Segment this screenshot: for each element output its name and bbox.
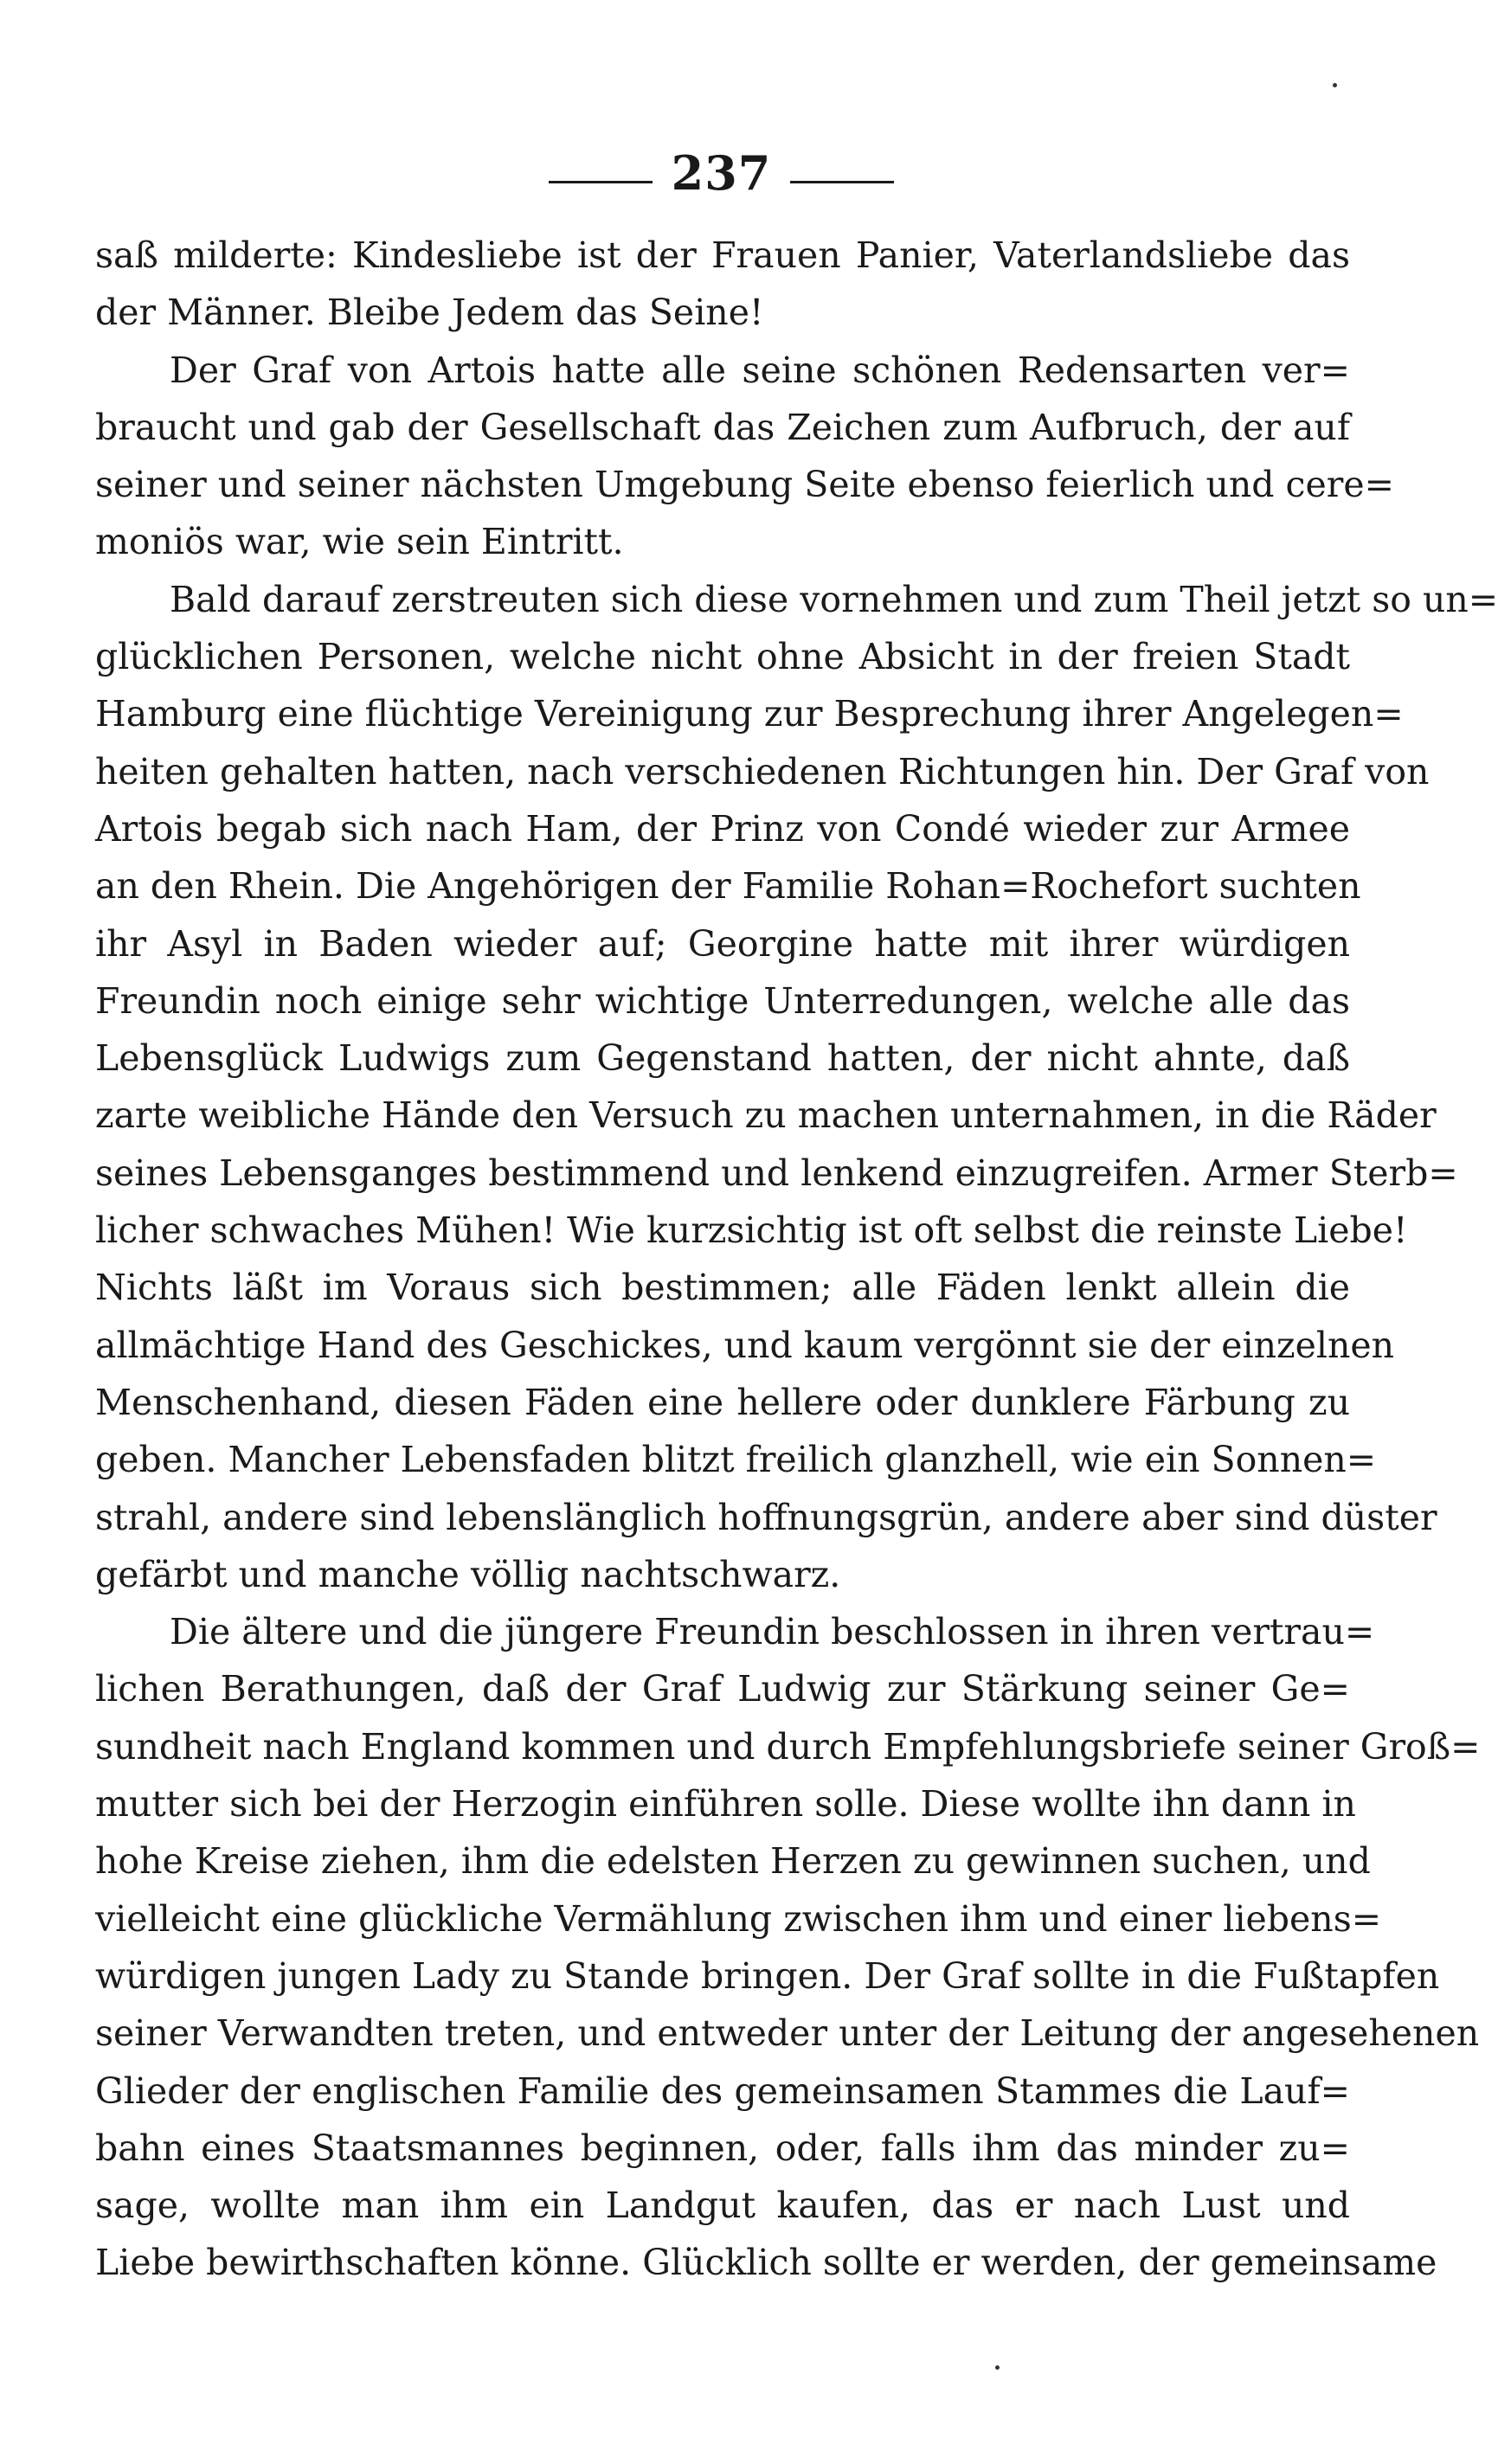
- paper-speck: [995, 2365, 1000, 2370]
- text-line: Glieder der englischen Familie des gemeinsamen Stammes die Lauf=: [95, 2069, 1350, 2112]
- text-line: hohe Kreise ziehen, ihm die edelsten Herzen zu gewinnen suchen, und: [95, 1840, 1371, 1883]
- text-line: würdigen jungen Lady zu Stande bringen. Der Graf sollte in die Fußtapfen: [95, 1954, 1440, 1997]
- text-line: zarte weibliche Hände den Versuch zu machen unternahmen, in die Räder: [95, 1094, 1437, 1137]
- page-number: 237: [671, 145, 772, 201]
- text-line: sundheit nach England kommen und durch Empfehlungsbriefe seiner Groß=: [95, 1725, 1481, 1768]
- text-line: glücklichen Personen, welche nicht ohne Absicht in der freien Stadt: [95, 636, 1350, 678]
- text-line: Liebe bewirthschaften könne. Glücklich sollte er werden, der gemeinsame: [95, 2242, 1437, 2284]
- header-rule-left: [549, 181, 653, 183]
- text-line: Bald darauf zerstreuten sich diese vornehmen und zum Theil jetzt so un=: [170, 578, 1498, 620]
- text-line: Artois begab sich nach Ham, der Prinz von Condé wieder zur Armee: [95, 807, 1350, 850]
- text-line: strahl, andere sind lebenslänglich hoffnungsgrün, andere aber sind düster: [95, 1496, 1437, 1538]
- text-line: an den Rhein. Die Angehörigen der Familie Rohan=Rochefort suchten: [95, 865, 1361, 908]
- text-line: Nichts läßt im Voraus sich bestimmen; alle Fäden lenkt allein die: [95, 1267, 1350, 1309]
- text-line: saß milderte: Kindesliebe ist der Frauen Panier, Vaterlandsliebe das: [95, 234, 1350, 276]
- text-line: allmächtige Hand des Geschickes, und kaum vergönnt sie der einzelnen: [95, 1324, 1395, 1366]
- text-line: seiner und seiner nächsten Umgebung Seite ebenso feierlich und cere=: [95, 464, 1394, 506]
- text-line: lichen Berathungen, daß der Graf Ludwig zur Stärkung seiner Ge=: [95, 1668, 1350, 1710]
- text-line: seines Lebensganges bestimmend und lenkend einzugreifen. Armer Sterb=: [95, 1152, 1458, 1194]
- paper-speck: [1333, 83, 1337, 87]
- text-line: mutter sich bei der Herzogin einführen solle. Diese wollte ihn dann in: [95, 1783, 1356, 1826]
- body-text: [95, 227, 1498, 2292]
- page-header: [0, 138, 1443, 208]
- text-line: heiten gehalten hatten, nach verschiedenen Richtungen hin. Der Graf von: [95, 750, 1430, 792]
- text-line: seiner Verwandten treten, und entweder unter der Leitung der angesehenen: [95, 2012, 1480, 2055]
- text-line: gefärbt und manche völlig nachtschwarz.: [95, 1553, 841, 1595]
- text-line: licher schwaches Mühen! Wie kurzsichtig ist oft selbst die reinste Liebe!: [95, 1210, 1408, 1252]
- text-line: Hamburg eine flüchtige Vereinigung zur Besprechung ihrer Angelegen=: [95, 693, 1404, 735]
- text-line: der Männer. Bleibe Jedem das Seine!: [95, 292, 764, 334]
- text-line: moniös war, wie sein Eintritt.: [95, 521, 624, 563]
- text-line: Freundin noch einige sehr wichtige Unterredungen, welche alle das: [95, 979, 1350, 1022]
- text-line: Lebensglück Ludwigs zum Gegenstand hatten, der nicht ahnte, daß: [95, 1037, 1350, 1080]
- header-rule-right: [790, 181, 894, 183]
- text-line: ihr Asyl in Baden wieder auf; Georgine hatte mit ihrer würdigen: [95, 922, 1350, 965]
- text-line: vielleicht eine glückliche Vermählung zwischen ihm und einer liebens=: [95, 1897, 1382, 1940]
- text-line: geben. Mancher Lebensfaden blitzt freilich glanzhell, wie ein Sonnen=: [95, 1439, 1377, 1481]
- text-line: braucht und gab der Gesellschaft das Zeichen zum Aufbruch, der auf: [95, 406, 1350, 448]
- text-line: sage, wollte man ihm ein Landgut kaufen, das er nach Lust und: [95, 2185, 1350, 2227]
- text-line: Menschenhand, diesen Fäden eine hellere oder dunklere Färbung zu: [95, 1381, 1350, 1423]
- text-line: Der Graf von Artois hatte alle seine schönen Redensarten ver=: [170, 349, 1350, 391]
- text-line: Die ältere und die jüngere Freundin beschlossen in ihren vertrau=: [170, 1611, 1375, 1653]
- text-line: bahn eines Staatsmannes beginnen, oder, falls ihm das minder zu=: [95, 2127, 1350, 2169]
